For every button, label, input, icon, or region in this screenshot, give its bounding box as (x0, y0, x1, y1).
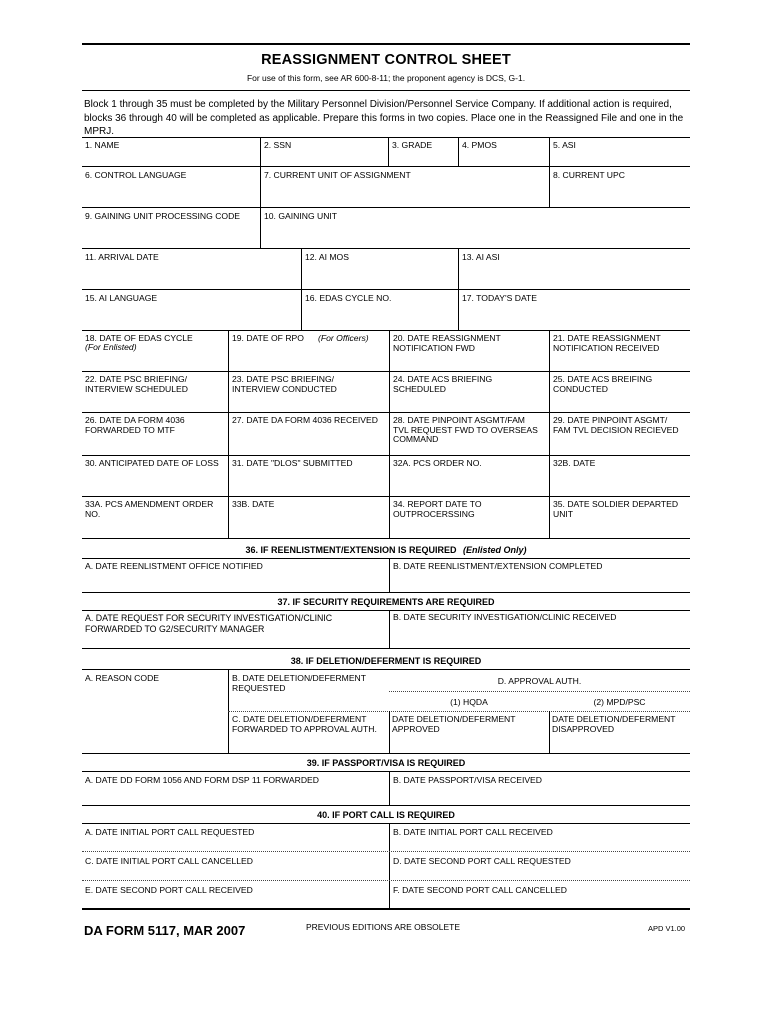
section-38-d2-mpd-psc: (2) MPD/PSC (593, 697, 646, 707)
section-40-heading: 40. IF PORT CALL IS REQUIRED (317, 810, 455, 820)
grid-line (389, 711, 390, 753)
section-37-heading: 37. IF SECURITY REQUIREMENTS ARE REQUIRED (277, 597, 495, 607)
block-30-anticipated-loss[interactable]: 30. ANTICIPATED DATE OF LOSS (85, 458, 219, 468)
grid-line (82, 648, 690, 649)
grid-line (82, 207, 690, 208)
grid-line (82, 592, 690, 593)
grid-line (82, 823, 690, 824)
section-38-b-requested[interactable]: B. DATE DELETION/DEFERMENT REQUESTED (232, 673, 367, 693)
instructions-text: Block 1 through 35 must be completed by the Military Personnel Division/Personnel Service Company. If additional action is required, blocks 36 through 40 will be completed as applicable. Prepare this forms in two copies. Place one in the Reassigned File and one in the MPRJ. (84, 99, 684, 137)
dotted-divider (82, 851, 690, 852)
block-28-pinpoint-request-fwd[interactable]: 28. DATE PINPOINT ASGMT/FAM TVL REQUEST FWD TO OVERSEAS COMMAND (393, 415, 538, 444)
top-border (82, 43, 690, 45)
dotted-divider (228, 711, 690, 712)
section-36-note: (Enlisted Only) (463, 545, 527, 555)
grid-line (549, 330, 550, 538)
block-26-da4036-forwarded[interactable]: 26. DATE DA FORM 4036 FORWARDED TO MTF (85, 415, 185, 435)
section-38-d-approval-auth: D. APPROVAL AUTH. (497, 676, 582, 686)
section-38-disapproved[interactable]: DATE DELETION/DEFERMENT DISAPPROVED (552, 714, 676, 734)
block-22-psc-briefing-scheduled[interactable]: 22. DATE PSC BRIEFING/ INTERVIEW SCHEDULED (85, 374, 188, 394)
grid-line (389, 330, 390, 538)
block-19-rpo-date[interactable]: 19. DATE OF RPO (232, 333, 304, 343)
form-number: DA FORM 5117, MAR 2007 (84, 923, 246, 938)
block-13-ai-asi[interactable]: 13. AI ASI (462, 252, 500, 262)
block-12-ai-mos[interactable]: 12. AI MOS (305, 252, 349, 262)
section-39-a[interactable]: A. DATE DD FORM 1056 AND FORM DSP 11 FORWARDED (85, 775, 319, 785)
bottom-border (82, 908, 690, 910)
grid-line (389, 823, 390, 908)
block-23-psc-briefing-conducted[interactable]: 23. DATE PSC BRIEFING/ INTERVIEW CONDUCTED (232, 374, 337, 394)
block-24-acs-briefing-scheduled[interactable]: 24. DATE ACS BRIEFING SCHEDULED (393, 374, 493, 394)
grid-line (82, 669, 690, 670)
block-35-soldier-departed[interactable]: 35. DATE SOLDIER DEPARTED UNIT (553, 499, 679, 519)
section-37-b[interactable]: B. DATE SECURITY INVESTIGATION/CLINIC RECEIVED (393, 612, 617, 622)
form-subtitle: For use of this form, see AR 600-8-11; the proponent agency is DCS, G-1. (246, 73, 526, 83)
block-27-da4036-received[interactable]: 27. DATE DA FORM 4036 RECEIVED (232, 415, 378, 425)
block-21-reassign-notif-received[interactable]: 21. DATE REASSIGNMENT NOTIFICATION RECEIVED (553, 333, 661, 353)
section-40-a[interactable]: A. DATE INITIAL PORT CALL REQUESTED (85, 827, 255, 837)
section-36-a[interactable]: A. DATE REENLISTMENT OFFICE NOTIFIED (85, 561, 263, 571)
block-17-todays-date[interactable]: 17. TODAY'S DATE (462, 293, 538, 303)
section-38-heading: 38. IF DELETION/DEFERMENT IS REQUIRED (290, 656, 482, 666)
grid-line (82, 248, 690, 249)
block-32a-pcs-order-no[interactable]: 32A. PCS ORDER NO. (393, 458, 482, 468)
grid-line (82, 137, 690, 138)
grid-line (82, 538, 690, 539)
section-38-d1-hqda: (1) HQDA (450, 697, 488, 707)
block-33b-date[interactable]: 33B. DATE (232, 499, 275, 509)
grid-line (82, 753, 690, 754)
grid-line (301, 248, 302, 330)
grid-line (260, 137, 261, 248)
block-32b-date[interactable]: 32B. DATE (553, 458, 596, 468)
block-8-current-upc[interactable]: 8. CURRENT UPC (553, 170, 625, 180)
block-7-current-unit[interactable]: 7. CURRENT UNIT OF ASSIGNMENT (264, 170, 411, 180)
section-38-c-forwarded[interactable]: C. DATE DELETION/DEFERMENT FORWARDED TO APPROVAL AUTH. (232, 714, 377, 734)
block-20-reassign-notif-fwd[interactable]: 20. DATE REASSIGNMENT NOTIFICATION FWD (393, 333, 501, 353)
grid-line (82, 455, 690, 456)
block-10-gaining-unit[interactable]: 10. GAINING UNIT (264, 211, 338, 221)
block-3-grade[interactable]: 3. GRADE (392, 140, 433, 150)
section-40-d[interactable]: D. DATE SECOND PORT CALL REQUESTED (393, 856, 571, 866)
block-16-edas-cycle-no[interactable]: 16. EDAS CYCLE NO. (305, 293, 392, 303)
block-4-pmos[interactable]: 4. PMOS (462, 140, 497, 150)
grid-line (388, 137, 389, 166)
block-6-control-language[interactable]: 6. CONTROL LANGUAGE (85, 170, 187, 180)
block-9-gaining-upc[interactable]: 9. GAINING UNIT PROCESSING CODE (85, 211, 241, 221)
grid-line (549, 137, 550, 207)
block-5-asi[interactable]: 5. ASI (553, 140, 576, 150)
grid-line (389, 771, 390, 805)
section-39-b[interactable]: B. DATE PASSPORT/VISA RECEIVED (393, 775, 543, 785)
block-1-name[interactable]: 1. NAME (85, 140, 120, 150)
grid-line (82, 496, 690, 497)
grid-line (389, 558, 390, 592)
grid-line (82, 805, 690, 806)
block-19-note: (For Officers) (318, 333, 369, 343)
section-37-a[interactable]: A. DATE REQUEST FOR SECURITY INVESTIGATION/CLINIC FORWARDED TO G2/SECURITY MANAGER (85, 613, 333, 634)
block-33a-pcs-amendment[interactable]: 33A. PCS AMENDMENT ORDER NO. (85, 499, 214, 519)
apd-version: APD V1.00 (648, 924, 686, 933)
section-36-heading (82, 545, 690, 555)
grid-line (389, 610, 390, 648)
section-40-e[interactable]: E. DATE SECOND PORT CALL RECEIVED (85, 885, 253, 895)
grid-line (82, 289, 690, 290)
section-38-a-reason-code[interactable]: A. REASON CODE (85, 673, 160, 683)
grid-line (82, 771, 690, 772)
grid-line (82, 371, 690, 372)
grid-line (82, 412, 690, 413)
form-title: REASSIGNMENT CONTROL SHEET (261, 52, 511, 68)
grid-line (228, 330, 229, 538)
grid-line (82, 166, 690, 167)
grid-line (82, 330, 690, 331)
section-39-heading: 39. IF PASSPORT/VISA IS REQUIRED (306, 758, 466, 768)
grid-line (549, 711, 550, 753)
block-2-ssn[interactable]: 2. SSN (264, 140, 292, 150)
grid-line (82, 610, 690, 611)
block-31-dlos-submitted[interactable]: 31. DATE "DLOS" SUBMITTED (232, 458, 353, 468)
section-36-title: 36. IF REENLISTMENT/EXTENSION IS REQUIRED (245, 545, 457, 555)
block-29-pinpoint-decision[interactable]: 29. DATE PINPOINT ASGMT/ FAM TVL DECISION RECIEVED (553, 415, 679, 435)
section-38-approved[interactable]: DATE DELETION/DEFERMENT APPROVED (392, 714, 516, 734)
header-divider (82, 90, 690, 91)
block-34-report-outprocessing[interactable]: 34. REPORT DATE TO OUTPROCERSSING (393, 499, 482, 519)
block-25-acs-briefing-conducted[interactable]: 25. DATE ACS BREIFING CONDUCTED (553, 374, 653, 394)
previous-editions-note: PREVIOUS EDITIONS ARE OBSOLETE (306, 922, 460, 932)
section-40-f[interactable]: F. DATE SECOND PORT CALL CANCELLED (393, 885, 567, 895)
block-18-note: (For Enlisted) (85, 342, 137, 352)
section-40-b[interactable]: B. DATE INITIAL PORT CALL RECEIVED (393, 827, 553, 837)
block-15-ai-language[interactable]: 15. AI LANGUAGE (85, 293, 158, 303)
block-18-edas-cycle-date[interactable]: 18. DATE OF EDAS CYCLE (85, 333, 193, 343)
dotted-divider (389, 691, 690, 692)
section-36-b[interactable]: B. DATE REENLISTMENT/EXTENSION COMPLETED (393, 561, 603, 571)
grid-line (458, 137, 459, 166)
section-40-c[interactable]: C. DATE INITIAL PORT CALL CANCELLED (85, 856, 253, 866)
dotted-divider (82, 880, 690, 881)
grid-line (458, 248, 459, 330)
grid-line (82, 558, 690, 559)
block-11-arrival-date[interactable]: 11. ARRIVAL DATE (85, 252, 159, 262)
